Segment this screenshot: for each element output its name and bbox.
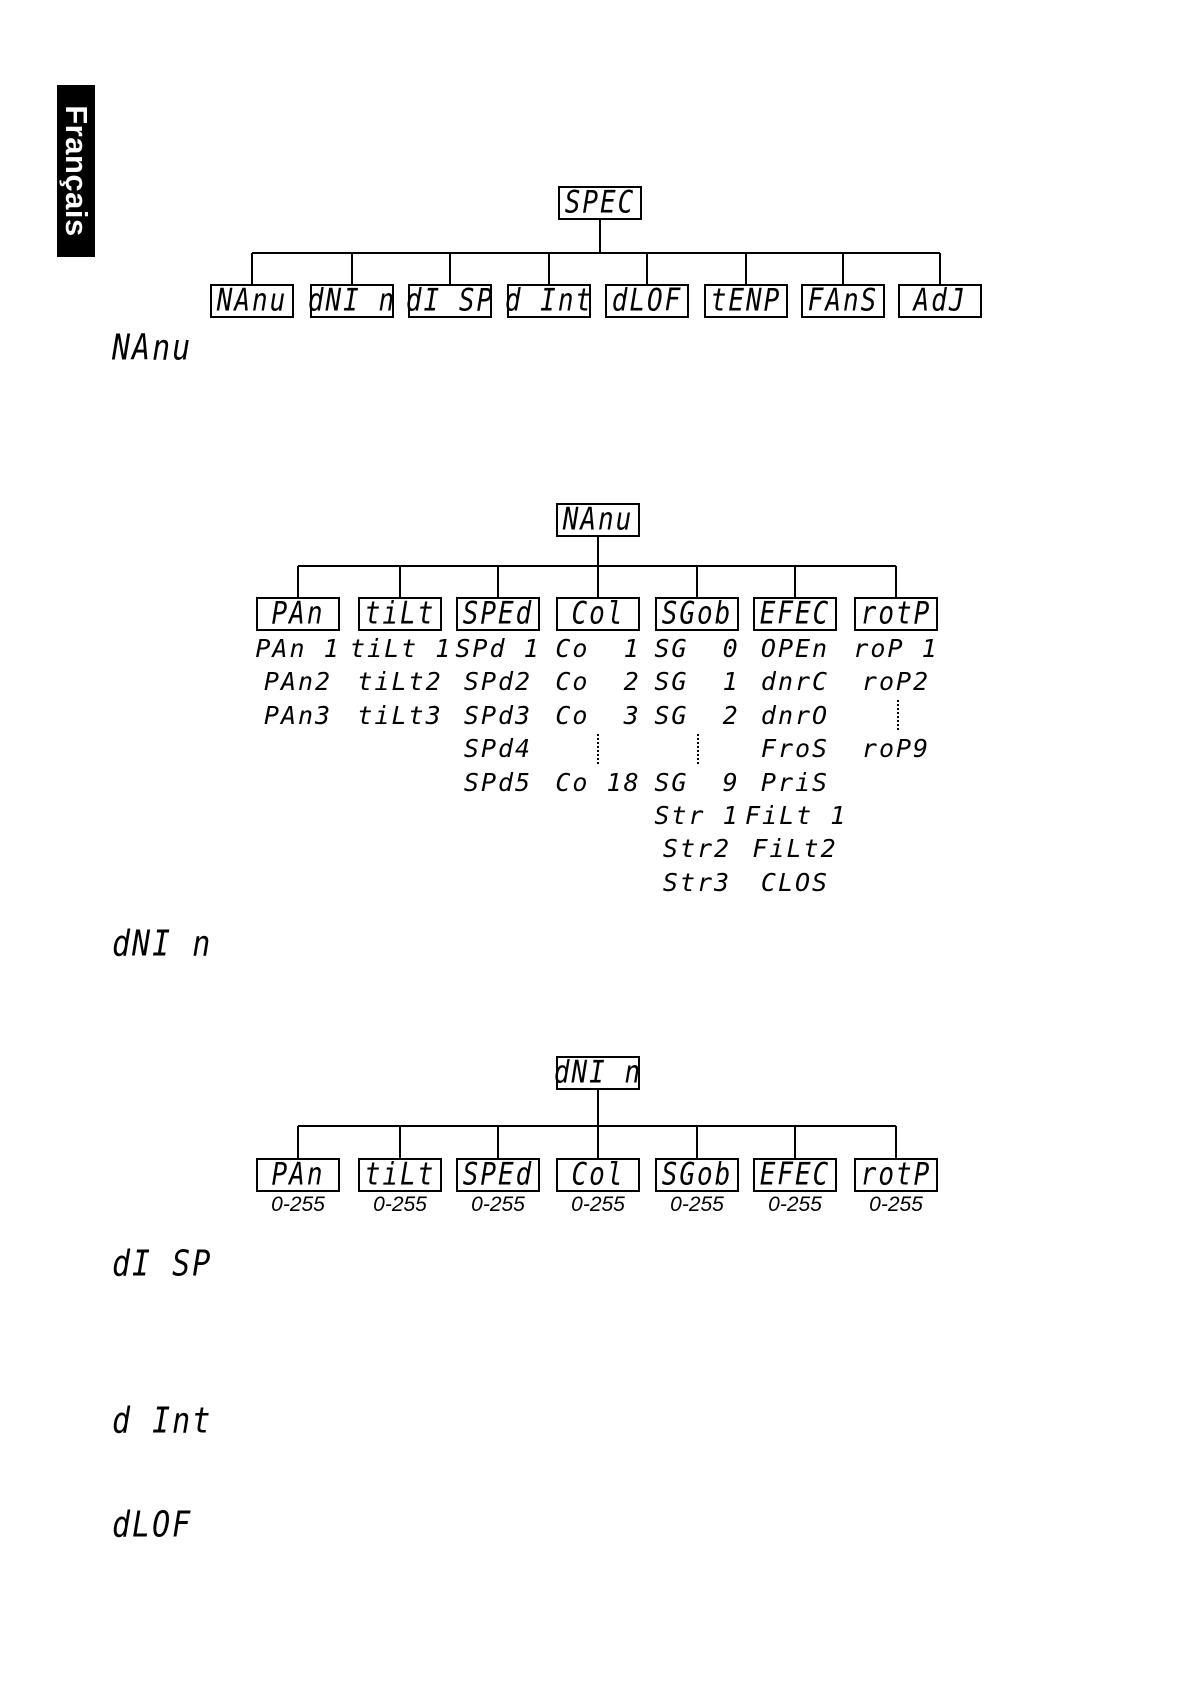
spec-node-label: AdJ [913,283,967,319]
dmin-node-label: EFEC [759,1157,831,1193]
manu-value: dnrC [760,667,830,696]
manu-root-label: NAnu [562,502,634,538]
manu-value: Co 1 [555,634,641,663]
manu-value: SG 1 [654,667,740,696]
manu-value: SG 0 [654,634,740,663]
manu-value: SPd2 [463,667,533,696]
manu-value: SG 9 [654,768,740,797]
manu-value: SPd3 [463,701,533,730]
manu-value: PAn 1 [255,634,341,663]
manu-node-label: EFEC [759,596,831,632]
dmin-node-efec [753,1158,837,1192]
manu-value: tiLt2 [357,667,443,696]
manu-value: SPd5 [463,768,533,797]
dmin-range: 0-255 [869,1193,923,1216]
spec-node-label: d Int [504,283,594,319]
spec-node-label: NAnu [216,283,288,319]
dmin-root-box [553,1055,643,1091]
manu-node-label: SGob [661,596,733,632]
spec-node-dlof [605,284,689,318]
spec-node-dmin [307,283,397,319]
language-label: Français [59,105,95,237]
manu-node-pan [256,597,340,631]
spec-root-label: SPEC [564,185,636,221]
dmin-range: 0-255 [768,1193,822,1216]
dmin-node-label: rotP [860,1157,932,1193]
spec-node-dint [504,283,594,319]
dmin-node-pan [256,1158,340,1192]
manu-value: SPd4 [463,734,533,763]
manu-value: roP 1 [853,634,939,663]
spec-node-label: dI SP [405,283,495,319]
manu-node-label: Col [571,596,625,632]
spec-node-temp [704,284,788,318]
dmin-node-sped [456,1158,540,1192]
spec-node-manu [210,284,294,318]
manu-value: dnrO [760,701,830,730]
manu-node-sgob [655,597,739,631]
spec-node-label: dNI n [307,283,397,319]
manu-value: FiLt 1 [745,801,848,830]
manu-node-col [556,597,640,631]
spec-node-disp [405,283,495,319]
manu-node-label: PAn [271,596,325,632]
spec-node-label: tENP [710,283,782,319]
manu-value: Str 1 [654,801,740,830]
section-heading-manu: NAnu [112,327,193,369]
manu-value: PAn3 [263,701,333,730]
spec-node-label: dLOF [611,283,683,319]
manu-value: FroS [760,734,830,763]
manu-value: FiLt2 [752,834,838,863]
manu-root-box [556,503,640,537]
spec-node-fans [801,284,885,318]
manu-value: tiLt3 [357,701,443,730]
ellipsis-dots [897,700,901,730]
manu-value: Co 18 [555,768,641,797]
manu-value: SPd 1 [455,634,541,663]
manu-value: roP2 [861,667,931,696]
manu-value: CLOS [760,868,830,897]
manu-value: Str2 [662,834,732,863]
ellipsis-dots [597,734,601,764]
dmin-node-label: tiLt [364,1157,436,1193]
section-heading-dmin: dNI n [112,923,213,965]
manu-value: Co 3 [555,701,641,730]
manu-value: OPEn [760,634,830,663]
spec-node-label: FAnS [807,283,879,319]
ellipsis-dots [697,734,701,764]
manu-node-label: SPEd [462,596,534,632]
dmin-node-col [556,1158,640,1192]
dmin-root-label: dNI n [553,1055,643,1091]
dmin-range: 0-255 [571,1193,625,1216]
manu-node-efec [753,597,837,631]
dmin-node-sgob [655,1158,739,1192]
manu-node-sped [456,597,540,631]
dmin-range: 0-255 [373,1193,427,1216]
section-heading-disp: dI SP [112,1243,213,1285]
dmin-node-rotp [854,1158,938,1192]
manu-value: Str3 [662,868,732,897]
spec-node-adj [898,284,982,318]
manu-node-tilt [358,597,442,631]
dmin-range: 0-255 [471,1193,525,1216]
manu-value: Co 2 [555,667,641,696]
dmin-range: 0-255 [271,1193,325,1216]
spec-root-box [558,186,642,220]
manu-value: PAn2 [263,667,333,696]
section-heading-dint: d Int [112,1400,213,1442]
dmin-node-label: PAn [271,1157,325,1193]
dmin-node-label: Col [571,1157,625,1193]
manu-value: tiLt 1 [350,634,453,663]
dmin-node-label: SGob [661,1157,733,1193]
dmin-node-label: SPEd [462,1157,534,1193]
manu-node-label: tiLt [364,596,436,632]
section-heading-dlof: dLOF [112,1504,193,1546]
dmin-node-tilt [358,1158,442,1192]
manu-value: SG 2 [654,701,740,730]
manu-value: roP9 [861,734,931,763]
dmin-range: 0-255 [670,1193,724,1216]
manu-node-label: rotP [860,596,932,632]
manu-node-rotp [854,597,938,631]
manu-value: PriS [760,768,830,797]
